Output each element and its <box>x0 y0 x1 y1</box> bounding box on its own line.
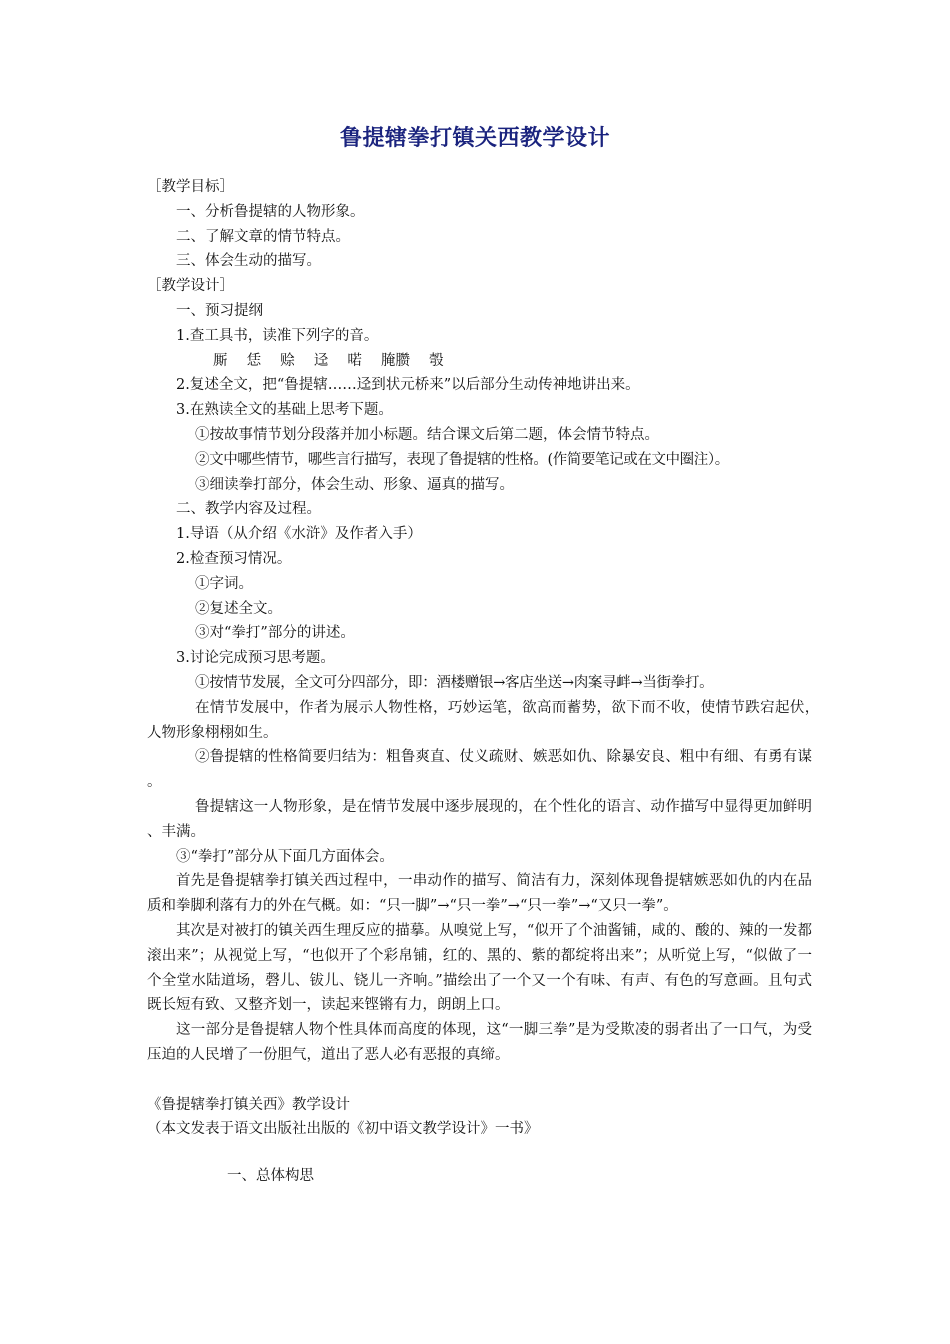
paragraph: 在情节发展中，作者为展示人物性格，巧妙运笔，欲高而蓄势，欲下而不收，使情节跌宕起伏， 人物形象栩栩如生。 <box>147 699 832 741</box>
list-item: 3.讨论完成预习思考题。 <box>176 650 335 667</box>
paragraph: 这一部分是鲁提辖人物个性具体而高度的体现，这“一脚三拳”是为受欺凌的弱者出了一口气，为受压迫的人民增了一份胆气，道出了恶人必有恶报的真缔。 <box>147 1022 812 1063</box>
paragraph: 其次是对被打的镇关西生理反应的描摹。从嗅觉上写，“似开了个油酱铺，咸的、酸的、辣的一发都滚出来”；从视觉上写，“也似开了个彩帛铺，红的、黑的、紫的都绽将出来”；从听觉上写，“似做了一个全堂水陆道场，磬儿、钹儿、铙儿一齐响。”描绘出了一个又一个有味、有声、有色的写意画。且句式既长短有致、又整齐划一，读起来铿锵有力，朗朗上口。 <box>147 922 812 1014</box>
spacer <box>147 1068 812 1093</box>
section-heading: ［教学目标］ <box>147 179 234 195</box>
list-subitem: ②文中哪些情节，哪些言行描写，表现了鲁提辖的性格。(作简要笔记或在文中圈注）。 <box>195 451 729 468</box>
section-heading: ［教学设计］ <box>147 278 234 295</box>
list-subitem: ③“拳打”部分从下面几方面体会。 <box>176 848 394 865</box>
subsection-heading: 二、教学内容及过程。 <box>176 501 321 518</box>
list-item: 2.检查预习情况。 <box>176 550 292 567</box>
list-subitem: ①字词。 <box>195 575 253 592</box>
paragraph: ②鲁提辖的性格简要归结为：粗鲁爽直、仗义疏财、嫉恶如仇、除暴安良、粗中有细、有勇有谋 。 <box>147 749 832 791</box>
list-item: 3.在熟读全文的基础上思考下题。 <box>176 402 393 419</box>
paragraph: 首先是鲁提辖拳打镇关西过程中，一串动作的描写、简洁有力，深刻体现鲁提辖嫉恶如仇的内在品质和拳脚利落有力的外在气概。如：“只一脚”→“只一拳”→“只一拳”→“又只一拳”。 <box>147 873 812 915</box>
vocabulary-list: 厮 恁 赊 迳 喏 腌臜 彀 <box>213 352 444 369</box>
section-heading: 一、总体构思 <box>227 1168 314 1185</box>
spacer <box>147 1142 812 1164</box>
objective-item: 三、体会生动的描写。 <box>176 253 321 270</box>
list-subitem: ③对“拳打”部分的讲述。 <box>195 625 355 642</box>
list-subitem: ①按情节发展，全文可分四部分，即：酒楼赠银→客店坐送→肉案寻衅→当街拳打。 <box>195 674 714 691</box>
list-subitem: ③细读拳打部分，体会生动、形象、逼真的描写。 <box>195 476 514 493</box>
list-item: 1.查工具书，读准下列字的音。 <box>176 327 379 344</box>
subtitle: 《鲁提辖拳打镇关西》教学设计 <box>147 1096 350 1113</box>
subsection-heading: 一、预习提纲 <box>176 302 263 319</box>
list-subitem: ②复述全文。 <box>195 600 282 617</box>
source-note: （本文发表于语文出版社出版的《初中语文教学设计》一书》 <box>147 1121 539 1138</box>
list-item: 1.导语（从介绍《水浒》及作者入手） <box>176 526 422 543</box>
objective-item: 二、了解文章的情节特点。 <box>176 228 350 245</box>
list-item: 2.复述全文，把“鲁提辖……迳到状元桥来”以后部分生动传神地讲出来。 <box>176 377 640 394</box>
list-subitem: ①按故事情节划分段落并加小标题。结合课文后第二题，体会情节特点。 <box>195 426 659 443</box>
paragraph: 鲁提辖这一人物形象，是在情节发展中逐步展现的，在个性化的语言、动作描写中显得更加鲜明 、丰满。 <box>147 798 832 840</box>
document-body <box>147 175 832 1189</box>
document-title: 鲁提辖拳打镇关西教学设计 <box>339 126 610 151</box>
objective-item: 一、分析鲁提辖的人物形象。 <box>176 203 365 220</box>
